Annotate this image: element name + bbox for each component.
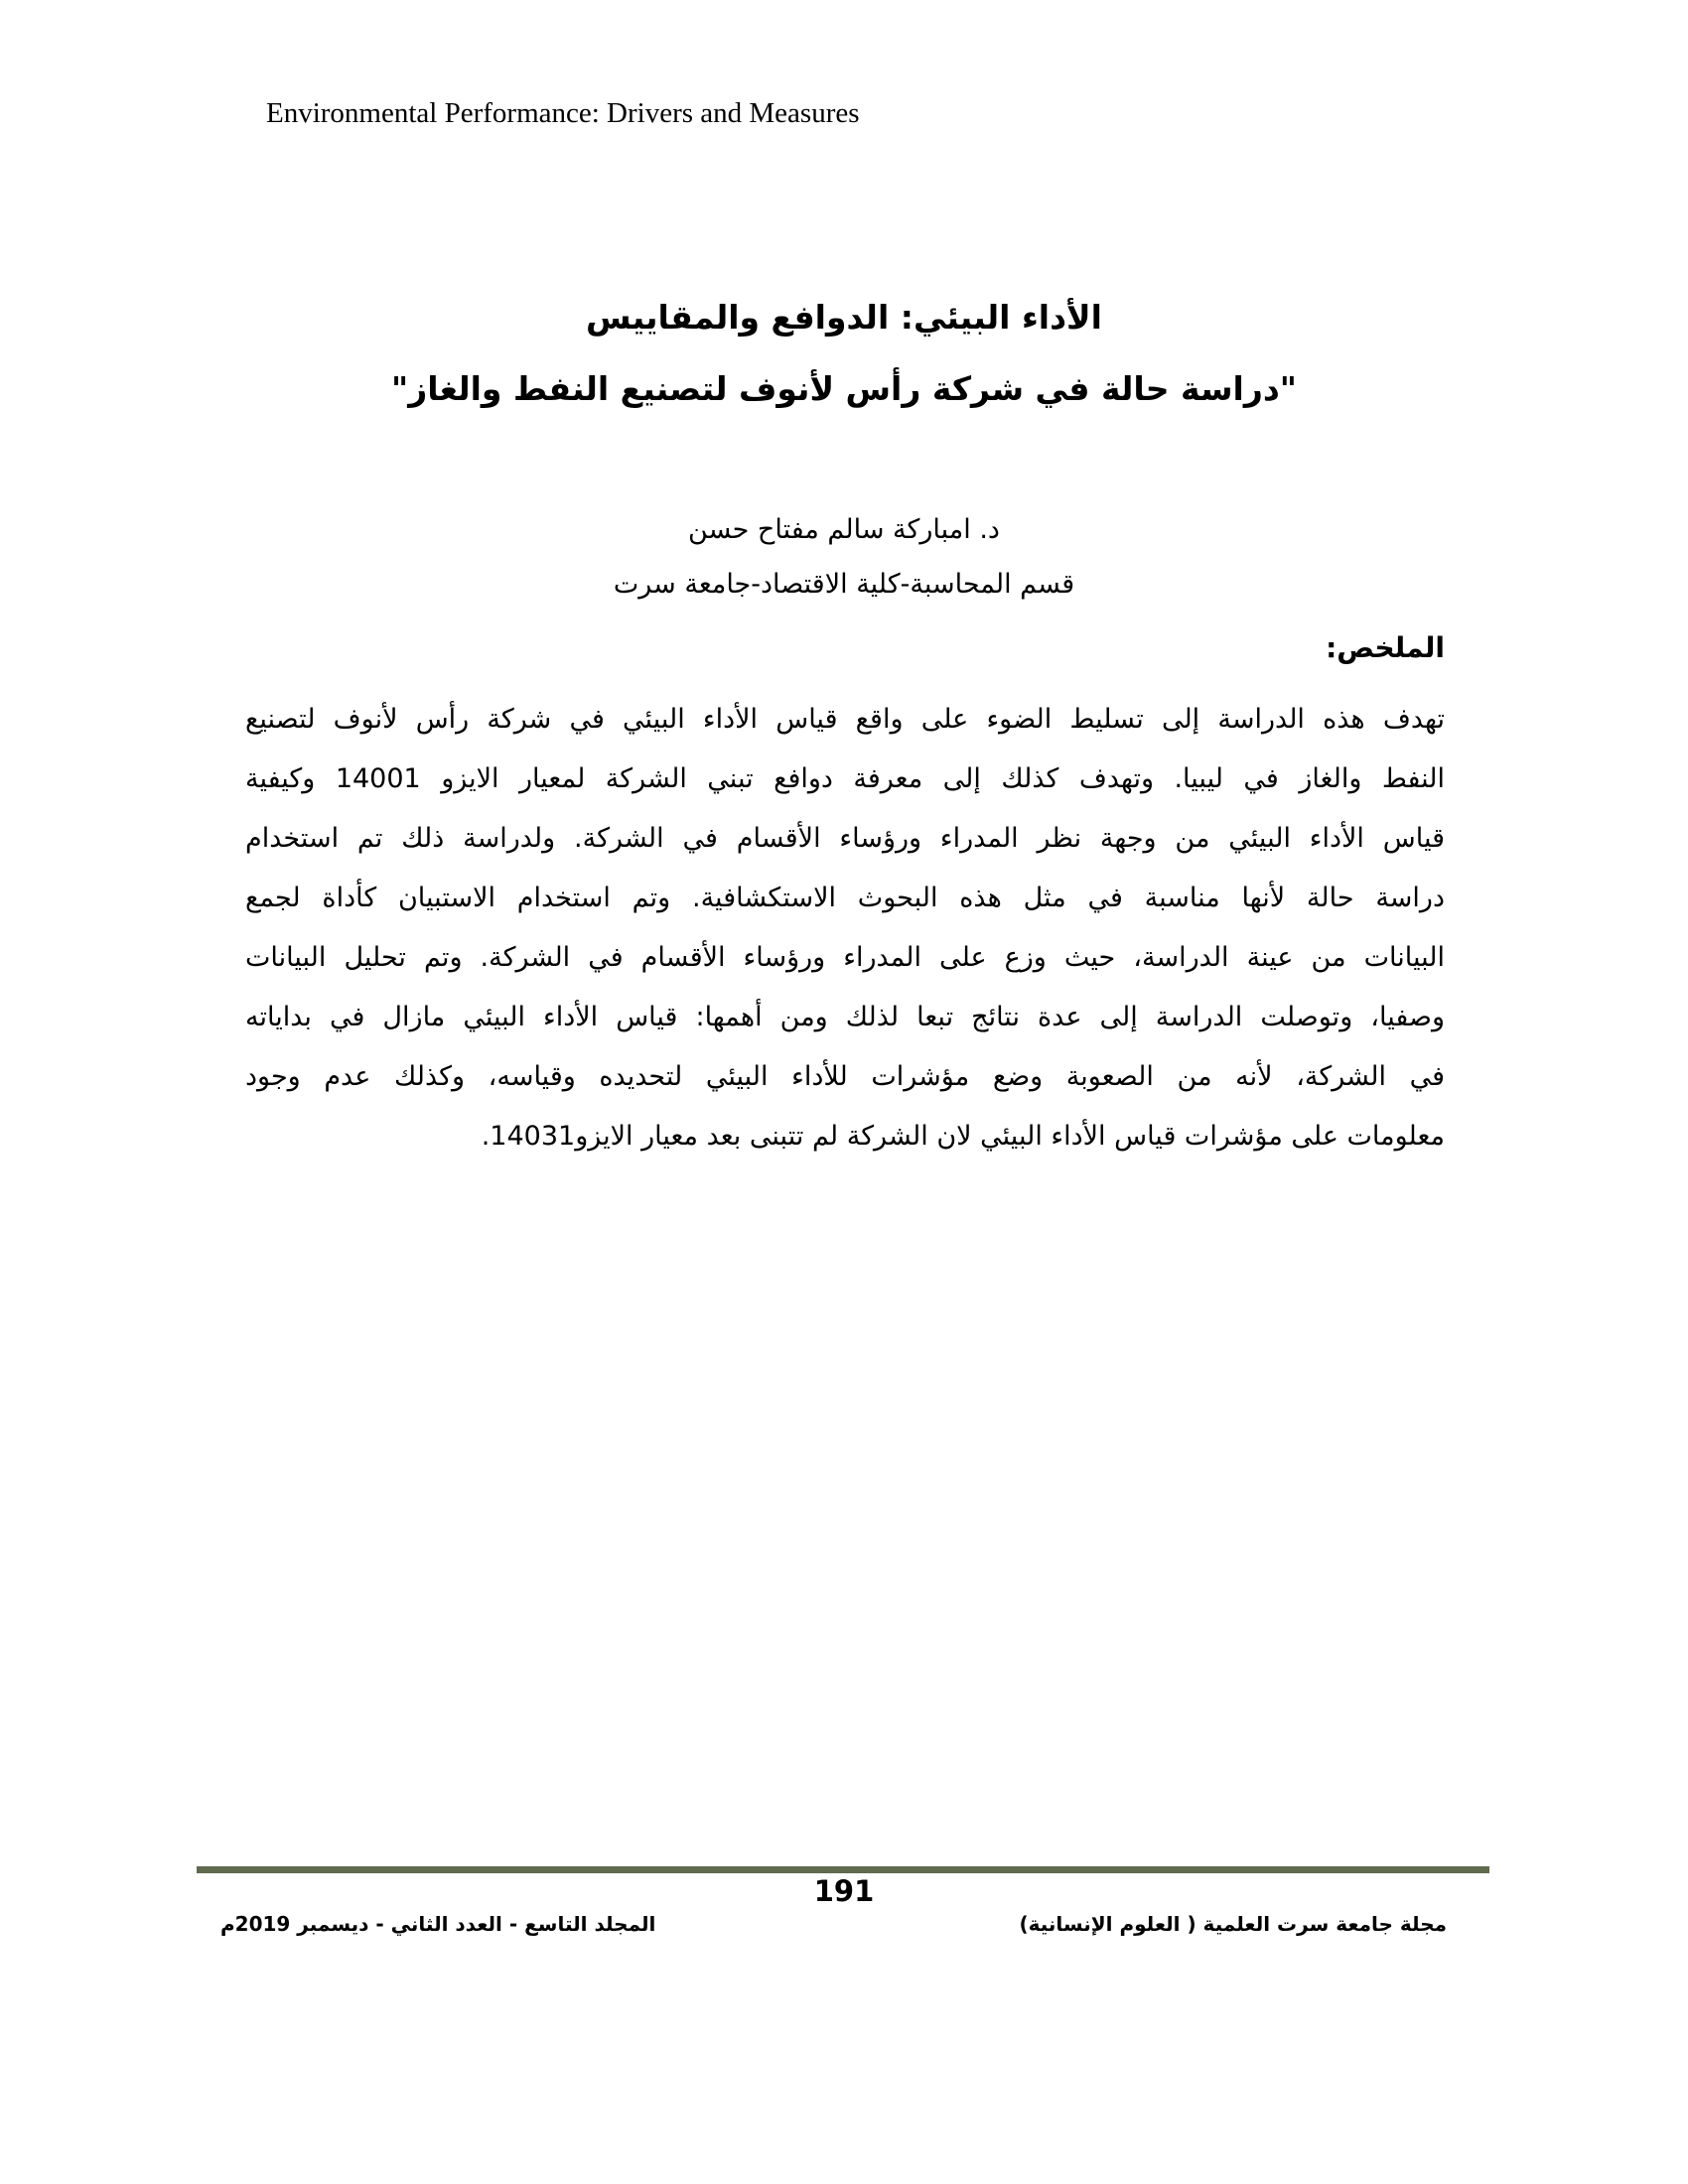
author-affiliation: قسم المحاسبة-كلية الاقتصاد-جامعة سرت <box>613 569 1075 600</box>
abstract-line: قياس الأداء البيئي من وجهة نظر المدراء ورؤساء الأقسام في الشركة. ولدراسة ذلك تم استخدام <box>245 823 1445 854</box>
paper-title <box>0 282 1688 425</box>
author-name: د. امباركة سالم مفتاح حسن <box>688 514 1000 545</box>
running-header: Environmental Performance: Drivers and Measures <box>266 97 860 129</box>
abstract-line: وصفيا، وتوصلت الدراسة إلى عدة نتائج تبعا لذلك ومن أهمها: قياس الأداء البيئي مازال في بداياته <box>245 1002 1445 1032</box>
page-number: 191 <box>813 1874 875 1908</box>
abstract-heading: الملخص: <box>1326 631 1445 664</box>
footer-divider <box>197 1866 1489 1873</box>
abstract-body <box>245 690 1445 1166</box>
footer-volume-issue: المجلد التاسع - العدد الثاني - ديسمبر 2019م <box>220 1912 656 1936</box>
abstract-line: دراسة حالة لأنها مناسبة في مثل هذه البحوث الاستكشافية. وتم استخدام الاستبيان كأداة لجمع <box>245 883 1445 913</box>
abstract-line: البيانات من عينة الدراسة، حيث وزع على المدراء ورؤساء الأقسام في الشركة. وتم تحليل البيانات <box>245 942 1445 973</box>
paper-subtitle: "دراسة حالة في شركة رأس لأنوف لتصنيع النفط والغاز" <box>391 369 1297 408</box>
abstract-line: في الشركة، لأنه من الصعوبة وضع مؤشرات للأداء البيئي لتحديده وقياسه، وكذلك عدم وجود <box>245 1061 1445 1092</box>
footer-journal-name: مجلة جامعة سرت العلمية ( العلوم الإنسانية) <box>1019 1912 1447 1936</box>
abstract-line: النفط والغاز في ليبيا. وتهدف كذلك إلى معرفة دوافع تبني الشركة لمعيار الايزو 14001 وكيفية <box>245 763 1445 794</box>
abstract-line: معلومات على مؤشرات قياس الأداء البيئي لان الشركة لم تتبنى بعد معيار الايزو14031. <box>481 1121 1445 1152</box>
abstract-line: تهدف هذه الدراسة إلى تسليط الضوء على واقع قياس الأداء البيئي في شركة رأس لأنوف لتصنيع <box>245 704 1445 735</box>
author-block <box>0 502 1688 612</box>
paper-title-line-1: الأداء البيئي: الدوافع والمقاييس <box>586 298 1102 337</box>
